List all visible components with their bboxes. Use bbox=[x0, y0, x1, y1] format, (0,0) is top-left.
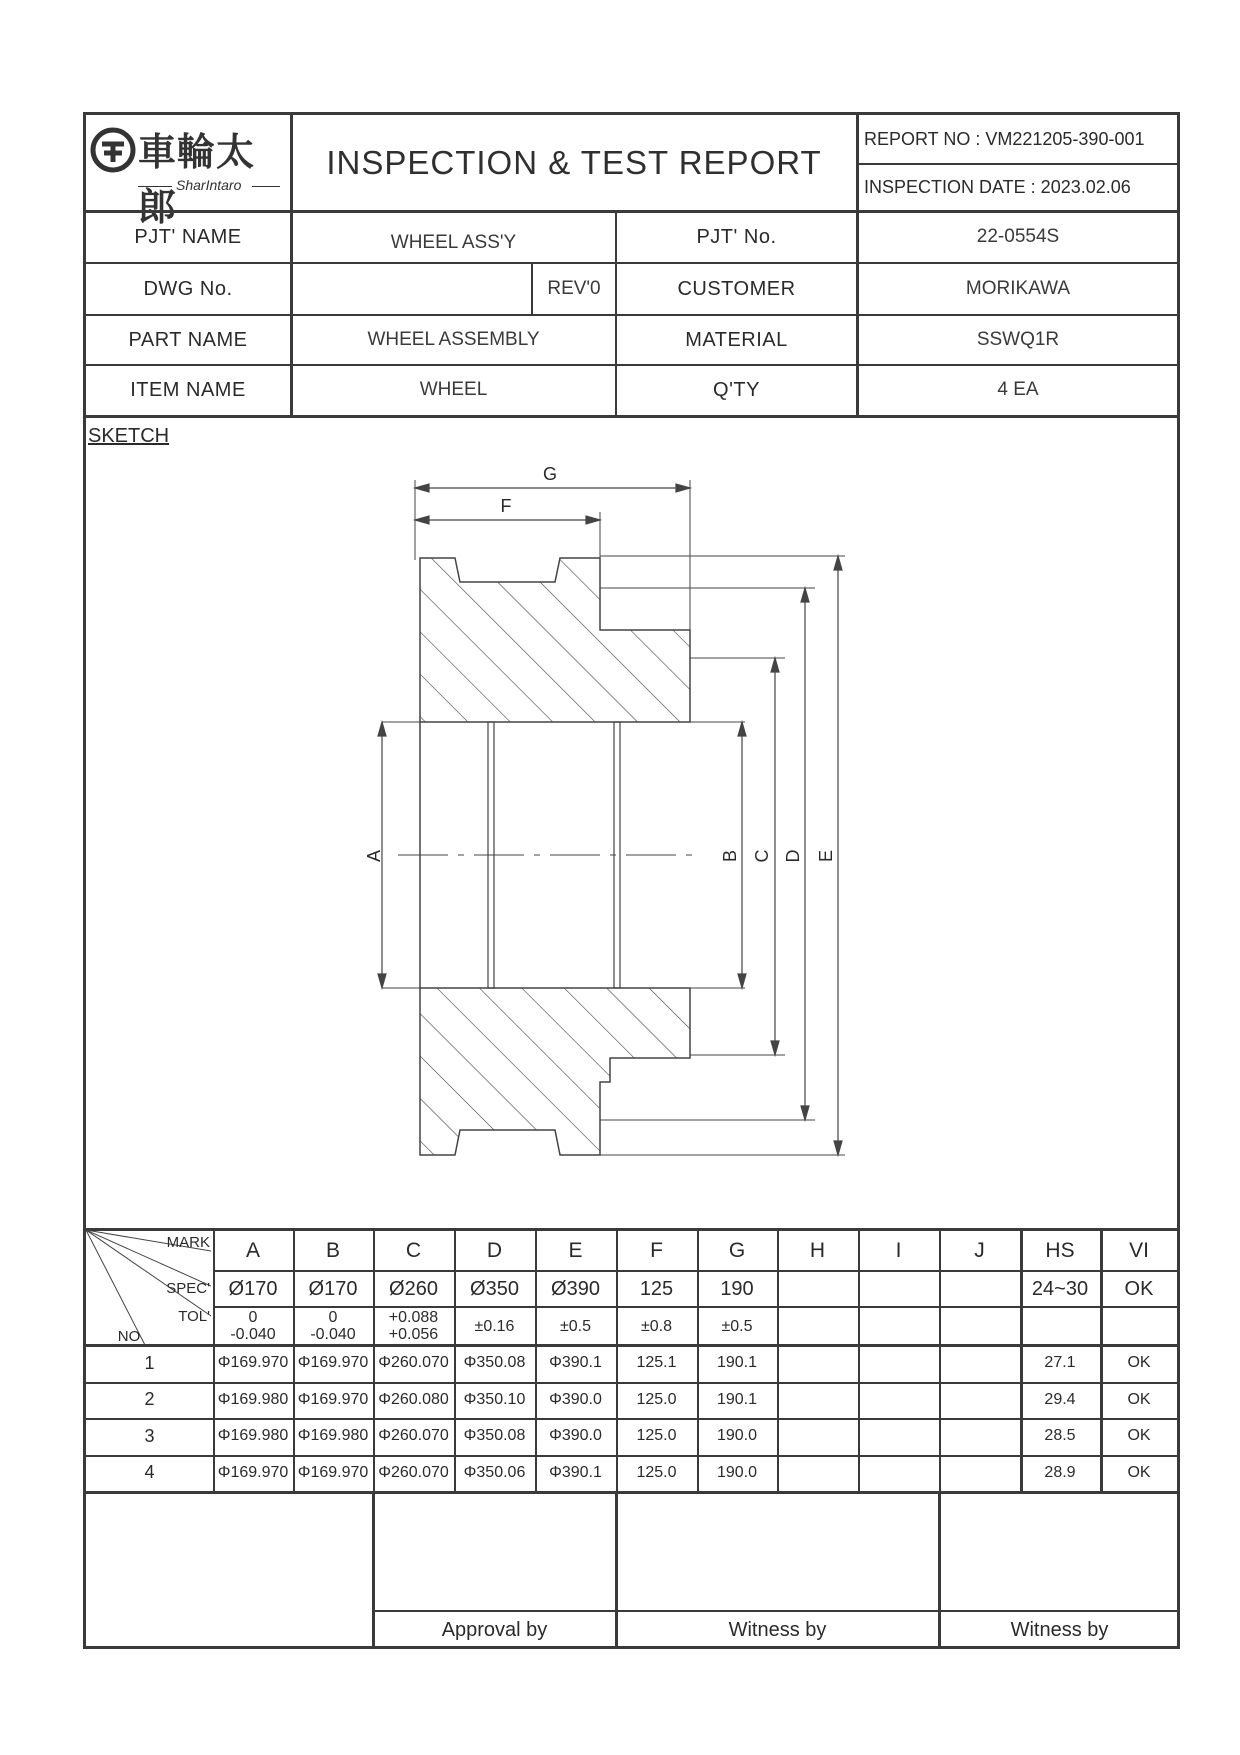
part-name-label: PART NAME bbox=[128, 328, 248, 351]
corner-tol-label: TOL' bbox=[178, 1307, 210, 1325]
material-label: MATERIAL bbox=[685, 328, 788, 351]
tolerance-value bbox=[535, 1308, 616, 1344]
pjt-name-value: WHEEL ASS'Y bbox=[390, 232, 517, 253]
witness-by-label-2: Witness by bbox=[1010, 1618, 1109, 1641]
tolerance-value bbox=[373, 1308, 454, 1344]
item-name-label: ITEM NAME bbox=[130, 378, 246, 401]
pjt-no-label: PJT' No. bbox=[696, 225, 777, 248]
measured-value: 190.0 bbox=[716, 1427, 758, 1445]
col-header: B bbox=[325, 1239, 340, 1262]
measured-value: Φ350.08 bbox=[463, 1354, 526, 1372]
measured-value bbox=[858, 1346, 939, 1381]
row-number: 2 bbox=[144, 1389, 155, 1410]
measured-value: OK bbox=[1127, 1390, 1151, 1408]
rev-value: REV'0 bbox=[547, 278, 601, 299]
measured-value: 28.9 bbox=[1044, 1463, 1076, 1481]
measured-value: 125.0 bbox=[636, 1427, 677, 1445]
tolerance-line: ±0.8 bbox=[640, 1317, 673, 1335]
tolerance-line: 0 bbox=[248, 1309, 258, 1326]
tolerance-value bbox=[1100, 1308, 1178, 1344]
tolerance-value bbox=[858, 1308, 939, 1344]
dim-label-c: C bbox=[751, 849, 772, 863]
dim-label-e: E bbox=[815, 850, 836, 863]
col-header: A bbox=[245, 1239, 260, 1262]
dim-label-f: F bbox=[500, 495, 512, 516]
col-header: F bbox=[650, 1239, 663, 1262]
measured-value: Φ260.080 bbox=[378, 1390, 449, 1408]
tolerance-value bbox=[939, 1308, 1020, 1344]
corner-mark-label: MARK bbox=[166, 1233, 210, 1251]
measured-value: Φ350.08 bbox=[463, 1427, 526, 1445]
tolerance-line: ±0.16 bbox=[474, 1317, 515, 1335]
dwg-no-label: DWG No. bbox=[143, 277, 233, 300]
sketch-label: SKETCH bbox=[88, 424, 170, 447]
measured-value: 190.1 bbox=[716, 1354, 758, 1372]
wheel-sketch bbox=[84, 418, 1179, 1230]
corner-spec-label: SPEC' bbox=[166, 1279, 210, 1297]
customer-label: CUSTOMER bbox=[677, 277, 796, 300]
col-header: H bbox=[809, 1239, 826, 1262]
measured-value: 28.5 bbox=[1044, 1427, 1076, 1445]
col-header: C bbox=[405, 1239, 422, 1262]
corner-no-label: NO bbox=[117, 1327, 141, 1345]
measured-value bbox=[777, 1346, 858, 1381]
tolerance-line: ±0.5 bbox=[721, 1317, 753, 1335]
tolerance-line: ±0.5 bbox=[559, 1317, 592, 1335]
spec-value: 24~30 bbox=[1031, 1277, 1089, 1300]
measured-value: Φ260.070 bbox=[378, 1427, 449, 1445]
tolerance-line: -0.040 bbox=[310, 1326, 356, 1343]
spec-value: OK bbox=[1124, 1277, 1154, 1300]
col-header: HS bbox=[1045, 1239, 1075, 1262]
part-name-value: WHEEL ASSEMBLY bbox=[367, 329, 540, 350]
measured-value: 190.1 bbox=[716, 1390, 758, 1408]
logo-text: 車輪太郎 bbox=[138, 130, 256, 229]
spec-value: 125 bbox=[639, 1277, 674, 1300]
measured-value: Φ169.970 bbox=[217, 1354, 289, 1372]
measured-value: Φ390.0 bbox=[549, 1390, 602, 1408]
logo-subtitle: SharIntaro bbox=[176, 177, 242, 193]
qty-label: Q'TY bbox=[713, 378, 760, 401]
inspection-date: INSPECTION DATE : 2023.02.06 bbox=[864, 177, 1131, 197]
report-title: INSPECTION & TEST REPORT bbox=[326, 143, 822, 181]
qty-value: 4 EA bbox=[997, 379, 1039, 400]
tolerance-value bbox=[213, 1308, 293, 1344]
measured-value bbox=[777, 1419, 858, 1454]
measured-value bbox=[777, 1383, 858, 1418]
material-value: SSWQ1R bbox=[976, 329, 1060, 350]
measured-value bbox=[777, 1456, 858, 1491]
approval-by-label: Approval by bbox=[441, 1618, 548, 1641]
spec-value: Ø350 bbox=[470, 1277, 519, 1300]
tolerance-value bbox=[616, 1308, 697, 1344]
measured-value: OK bbox=[1127, 1354, 1151, 1372]
report-number: REPORT NO : VM221205-390-001 bbox=[864, 128, 1145, 149]
measured-value: Φ390.1 bbox=[549, 1463, 602, 1481]
measured-value: Φ350.10 bbox=[463, 1390, 526, 1408]
col-header: I bbox=[895, 1239, 902, 1262]
measured-value bbox=[939, 1456, 1020, 1491]
measured-value: Φ169.970 bbox=[297, 1354, 369, 1372]
measured-value: Φ169.980 bbox=[217, 1427, 289, 1445]
measured-value: Φ260.070 bbox=[378, 1354, 449, 1372]
measured-value: Φ350.06 bbox=[463, 1463, 526, 1481]
measured-value bbox=[858, 1383, 939, 1418]
tolerance-value bbox=[777, 1308, 858, 1344]
tolerance-line: +0.088 bbox=[388, 1309, 439, 1326]
spec-value: Ø260 bbox=[389, 1277, 438, 1300]
tolerance-value bbox=[454, 1308, 535, 1344]
logo-rule-left bbox=[138, 186, 172, 187]
spec-value: Ø170 bbox=[308, 1277, 358, 1300]
measured-value: 190.0 bbox=[716, 1463, 758, 1481]
tolerance-line: +0.056 bbox=[388, 1326, 439, 1343]
company-logo bbox=[86, 115, 286, 229]
dim-label-b: B bbox=[719, 850, 740, 863]
tolerance-value bbox=[1020, 1308, 1100, 1344]
spec-value: Ø170 bbox=[228, 1277, 278, 1300]
pjt-no-value: 22-0554S bbox=[976, 226, 1060, 247]
customer-value: MORIKAWA bbox=[965, 278, 1071, 299]
logo-mark-icon bbox=[90, 127, 136, 173]
spec-value bbox=[777, 1272, 858, 1306]
row-number: 3 bbox=[144, 1425, 155, 1446]
row-number: 4 bbox=[144, 1462, 155, 1483]
witness-by-label-1: Witness by bbox=[728, 1618, 827, 1641]
tolerance-value bbox=[697, 1308, 777, 1344]
measured-value bbox=[939, 1346, 1020, 1381]
tolerance-value bbox=[293, 1308, 373, 1344]
measured-value: Φ169.970 bbox=[297, 1463, 369, 1481]
measured-value: Φ169.970 bbox=[297, 1390, 369, 1408]
measured-value: Φ260.070 bbox=[378, 1463, 449, 1481]
measured-value bbox=[858, 1419, 939, 1454]
measured-value: Φ169.980 bbox=[297, 1427, 369, 1445]
col-header: J bbox=[974, 1239, 985, 1262]
dim-label-g: G bbox=[542, 463, 557, 484]
spec-value bbox=[939, 1272, 1020, 1306]
row-number: 1 bbox=[144, 1352, 155, 1373]
table-top-rule bbox=[84, 1228, 1179, 1231]
spec-value: Ø390 bbox=[551, 1277, 600, 1300]
measured-value: Φ390.0 bbox=[549, 1427, 602, 1445]
measured-value bbox=[858, 1456, 939, 1491]
dim-label-a: A bbox=[363, 850, 384, 863]
logo-rule-right bbox=[252, 186, 280, 187]
measured-value bbox=[939, 1419, 1020, 1454]
measured-value: Φ169.970 bbox=[217, 1463, 289, 1481]
spec-value bbox=[858, 1272, 939, 1306]
col-header: E bbox=[568, 1239, 583, 1262]
tolerance-line: 0 bbox=[328, 1309, 338, 1326]
col-header: D bbox=[486, 1239, 503, 1262]
measured-value: Φ169.980 bbox=[217, 1390, 289, 1408]
tolerance-line: -0.040 bbox=[230, 1326, 276, 1343]
dwg-no-value bbox=[292, 264, 530, 314]
col-header: VI bbox=[1129, 1239, 1149, 1262]
measured-value: OK bbox=[1127, 1463, 1151, 1481]
measured-value: 125.1 bbox=[636, 1354, 677, 1372]
measured-value: 29.4 bbox=[1044, 1390, 1076, 1408]
measured-value: 27.1 bbox=[1044, 1354, 1076, 1372]
measured-value: OK bbox=[1127, 1427, 1151, 1445]
dim-label-d: D bbox=[782, 849, 803, 863]
measured-value: Φ390.1 bbox=[549, 1354, 602, 1372]
measured-value bbox=[939, 1383, 1020, 1418]
measured-value: 125.0 bbox=[636, 1390, 677, 1408]
item-name-value: WHEEL bbox=[419, 379, 488, 400]
signature-top-rule bbox=[84, 1491, 1179, 1494]
spec-value: 190 bbox=[720, 1277, 754, 1300]
measured-value: 125.0 bbox=[636, 1463, 677, 1481]
pjt-name-label: PJT' NAME bbox=[134, 225, 242, 248]
col-header: G bbox=[728, 1239, 746, 1262]
